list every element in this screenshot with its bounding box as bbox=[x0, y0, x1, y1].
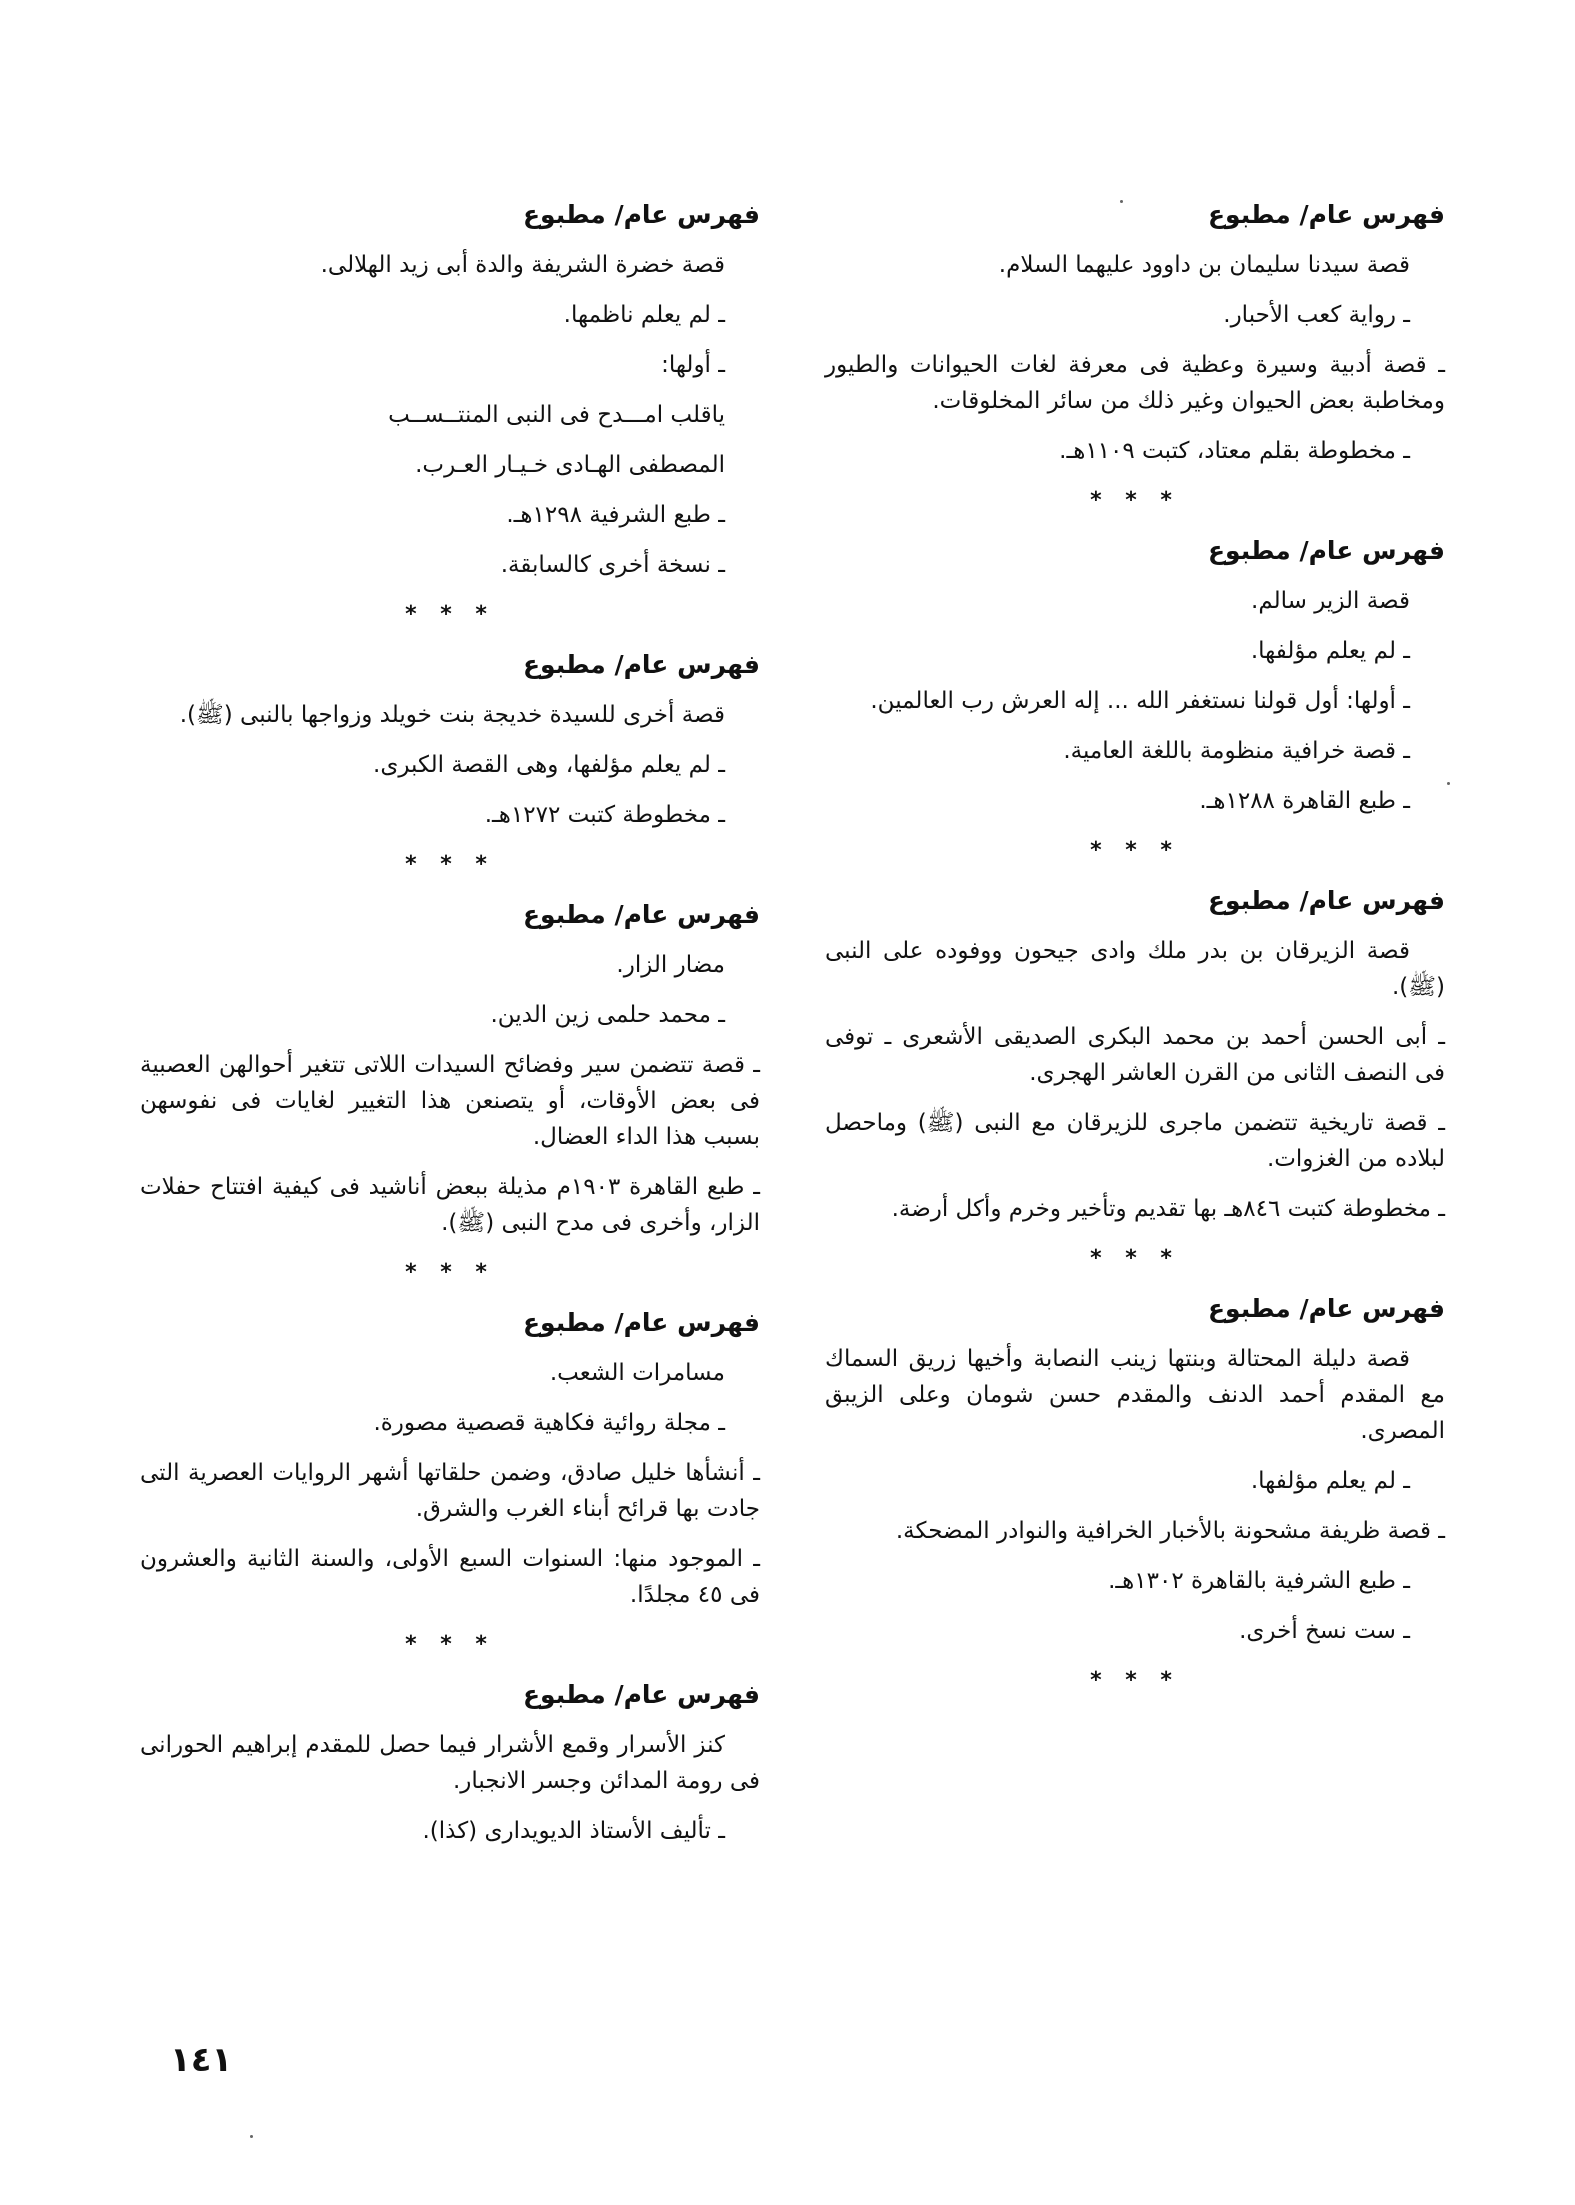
entry-line: قصة سيدنا سليمان بن داوود عليهما السلام. bbox=[998, 252, 1410, 278]
entry-line: ـ طبع الشرفية ١٢٩٨هـ. bbox=[506, 502, 725, 528]
section-separator: * * * bbox=[1090, 1668, 1180, 1693]
entry-line: ـ لم يعلم مؤلفها. bbox=[1250, 1468, 1410, 1494]
scan-speck bbox=[1447, 782, 1450, 785]
catalog-entry bbox=[825, 526, 1445, 876]
catalog-entry bbox=[140, 190, 760, 640]
catalog-entry bbox=[140, 1670, 760, 1856]
entry-line: قصة خضرة الشريفة والدة أبى زيد الهلالى. bbox=[320, 252, 725, 278]
catalog-entry bbox=[825, 190, 1445, 526]
entry-heading: فهرس عام/ مطبوع bbox=[522, 1680, 760, 1709]
page-number: ١٤١ bbox=[170, 2040, 233, 2080]
entry-line: ـ نسخة أخرى كالسابقة. bbox=[500, 552, 725, 578]
entry-line: ـ مجلة روائية فكاهية قصصية مصورة. bbox=[373, 1410, 725, 1436]
entry-heading: فهرس عام/ مطبوع bbox=[522, 650, 760, 679]
entry-line: ـ مخطوطة كتبت ٨٤٦هـ بها تقديم وتأخير وخرم وأكل أرضة. bbox=[891, 1196, 1445, 1222]
entry-line: ـ طبع القاهرة ١٩٠٣م مذيلة ببعض أناشيد فى كيفية افتتاح حفلات الزار، وأخرى فى مدح النبى (ﷺ). bbox=[140, 1174, 760, 1236]
entry-line: كنز الأسرار وقمع الأشرار فيما حصل للمقدم إبراهيم الحورانى فى رومة المدائن وجسر الانجبار. bbox=[140, 1732, 760, 1794]
left-column bbox=[140, 190, 760, 1856]
entry-line: مسامرات الشعب. bbox=[549, 1360, 725, 1386]
section-separator: * * * bbox=[405, 1260, 495, 1285]
entry-heading: فهرس عام/ مطبوع bbox=[522, 900, 760, 929]
entry-line: قصة دليلة المحتالة وبنتها زينب النصابة وأخيها زريق السماك مع المقدم أحمد الدنف والمقدم حسن شومان وعلى الزيبق المصرى. bbox=[825, 1346, 1445, 1444]
catalog-entry bbox=[825, 876, 1445, 1284]
section-separator: * * * bbox=[1090, 488, 1180, 513]
section-separator: * * * bbox=[405, 852, 495, 877]
entry-line: قصة الزير سالم. bbox=[1251, 588, 1410, 614]
catalog-entry bbox=[825, 1284, 1445, 1706]
entry-line: ـ قصة ظريفة مشحونة بالأخبار الخرافية والنوادر المضحكة. bbox=[895, 1518, 1445, 1544]
entry-heading: فهرس عام/ مطبوع bbox=[522, 1308, 760, 1337]
entry-heading: فهرس عام/ مطبوع bbox=[1207, 536, 1445, 565]
catalog-entry bbox=[140, 890, 760, 1298]
entry-line: ـ لم يعلم مؤلفها. bbox=[1250, 638, 1410, 664]
scan-speck bbox=[1120, 200, 1123, 203]
entry-line: ـ طبع الشرفية بالقاهرة ١٣٠٢هـ. bbox=[1108, 1568, 1410, 1594]
entry-line: ـ قصة أدبية وسيرة وعظية فى معرفة لغات الحيوانات والطيور ومخاطبة بعض الحيوان وغير ذلك من سائر المخلوقات. bbox=[825, 352, 1445, 414]
entry-line: قصة الزيرقان بن بدر ملك وادى جيحون ووفوده على النبى (ﷺ). bbox=[825, 938, 1445, 1000]
catalog-entry bbox=[140, 1298, 760, 1670]
entry-line: ـ محمد حلمى زين الدين. bbox=[490, 1002, 725, 1028]
entry-line: ـ قصة تاريخية تتضمن ماجرى للزيرقان مع النبى (ﷺ) وماحصل لبلاده من الغزوات. bbox=[825, 1110, 1445, 1172]
entry-heading: فهرس عام/ مطبوع bbox=[1207, 1294, 1445, 1323]
entry-line: ـ أبى الحسن أحمد بن محمد البكرى الصديقى الأشعرى ـ توفى فى النصف الثانى من القرن العاشر الهجرى. bbox=[825, 1024, 1445, 1086]
entry-line: ـ رواية كعب الأحبار. bbox=[1223, 302, 1410, 328]
entry-line: مضار الزار. bbox=[616, 952, 725, 978]
section-separator: * * * bbox=[405, 1632, 495, 1657]
section-separator: * * * bbox=[1090, 838, 1180, 863]
entry-line: ـ مخطوطة كتبت ١٢٧٢هـ. bbox=[484, 802, 725, 828]
entry-line: ـ قصة خرافية منظومة باللغة العامية. bbox=[1063, 738, 1410, 764]
entry-line: ـ لم يعلم مؤلفها، وهى القصة الكبرى. bbox=[373, 752, 725, 778]
entry-line: ـ طبع القاهرة ١٢٨٨هـ. bbox=[1199, 788, 1410, 814]
section-separator: * * * bbox=[405, 602, 495, 627]
scan-speck bbox=[250, 2135, 253, 2138]
entry-line: ـ الموجود منها: السنوات السبع الأولى، والسنة الثانية والعشرون فى ٤٥ مجلدًا. bbox=[140, 1546, 760, 1608]
poem-verse: المصطفى الهـادى خـيـار العـرب. bbox=[415, 452, 725, 478]
poem-verse: ياقلب امـــدح فى النبى المنتــســب bbox=[388, 402, 725, 428]
entry-line: ـ قصة تتضمن سير وفضائح السيدات اللاتى تتغير أحوالهن العصبية فى بعض الأوقات، أو يتصنعن هذا التغيير لغايات فى نفوسهن بسبب هذا الداء العضال. bbox=[140, 1052, 760, 1150]
entry-heading: فهرس عام/ مطبوع bbox=[1207, 200, 1445, 229]
entry-line: ـ أولها: bbox=[661, 352, 725, 378]
entry-line: ـ تأليف الأستاذ الديويدارى (كذا). bbox=[422, 1818, 725, 1844]
entry-line: ـ أولها: أول قولنا نستغفر الله ... إله العرش رب العالمين. bbox=[870, 688, 1410, 714]
entry-line: قصة أخرى للسيدة خديجة بنت خويلد وزواجها بالنبى (ﷺ). bbox=[179, 702, 725, 728]
section-separator: * * * bbox=[1090, 1246, 1180, 1271]
entry-line: ـ مخطوطة بقلم معتاد، كتبت ١١٠٩هـ. bbox=[1059, 438, 1410, 464]
entry-line: ـ ست نسخ أخرى. bbox=[1239, 1618, 1410, 1644]
entry-heading: فهرس عام/ مطبوع bbox=[1207, 886, 1445, 915]
entry-line: ـ لم يعلم ناظمها. bbox=[563, 302, 725, 328]
right-column bbox=[825, 190, 1445, 1706]
catalog-entry bbox=[140, 640, 760, 890]
entry-line: ـ أنشأها خليل صادق، وضمن حلقاتها أشهر الروايات العصرية التى جادت بها قرائح أبناء الغرب والشرق. bbox=[140, 1460, 760, 1522]
entry-heading: فهرس عام/ مطبوع bbox=[522, 200, 760, 229]
